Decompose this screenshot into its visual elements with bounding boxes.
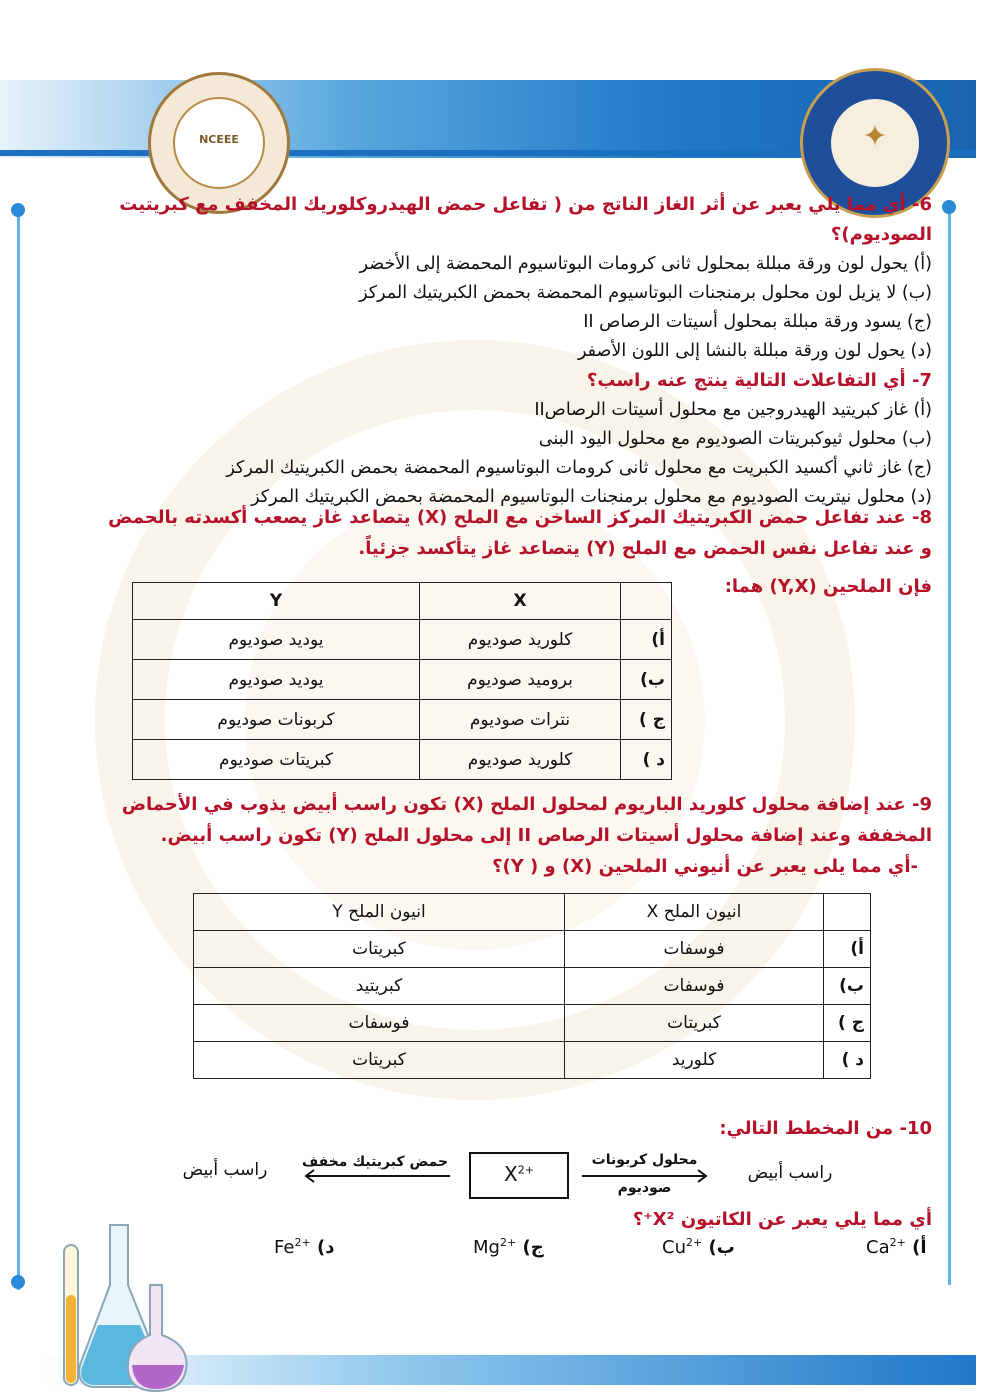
table-row: [194, 1042, 871, 1079]
q10-answer-b-label: (ب: [708, 1237, 735, 1258]
q8-row-a-x: كلوريد صوديوم: [420, 620, 621, 660]
left-dot-top: [11, 203, 25, 217]
q10-answer-a-charge: 2+: [889, 1236, 906, 1249]
q9-header-x: انيون الملح X: [565, 894, 824, 931]
q9-row-c-x: كبريتات: [565, 1005, 824, 1042]
q8-row-b-x: بروميد صوديوم: [420, 660, 621, 700]
eagle-icon: ✦: [862, 119, 888, 154]
q10-answer-d-ion: Fe: [274, 1237, 295, 1258]
table-row: [194, 1005, 871, 1042]
q7-option-b: (ب) محلول ثيوكبريتات الصوديوم مع محلول اليود البنى: [538, 429, 932, 449]
ministry-seal-inner: [831, 99, 919, 187]
q9-table: [193, 893, 871, 1079]
left-arrow-head-icon: [306, 1170, 314, 1182]
q10-answer-c-ion: Mg: [473, 1237, 500, 1258]
test-tube-liquid: [66, 1295, 76, 1383]
q10-answer-b: [662, 1236, 735, 1258]
q10-answer-d-label: (د: [316, 1237, 335, 1258]
q6-option-a: (أ) يحول لون ورقة مبللة بمحلول ثانى كرومات البوتاسيوم المحمضة إلى الأخضر: [359, 254, 932, 274]
q7-question: 7- أي التفاعلات التالية ينتج عنه راسب؟: [586, 370, 932, 391]
right-arrow-bottom-label: صوديوم: [617, 1180, 672, 1196]
table-row: [133, 620, 672, 660]
q9-header-y: انيون الملح Y: [194, 894, 565, 931]
q10-answer-c: [473, 1236, 544, 1258]
q8-table: [132, 582, 672, 780]
q6-question: 6- أي مما يلي يعبر عن أثر الغاز الناتج من ( تفاعل حمض الهيدروكلوريك المخفف مع كبريتيت الصوديوم)؟: [119, 194, 932, 245]
q6-option-c: (ج) يسود ورقة مبللة بمحلول أسيتات الرصاص II: [583, 312, 932, 332]
q8-row-c-label: ج ): [621, 700, 672, 740]
questions-block: [40, 190, 932, 512]
q9-row-a-y: كبريتات: [194, 931, 565, 968]
q8-table-header: [133, 583, 672, 620]
q10-answer-d-charge: 2+: [294, 1236, 311, 1249]
q8-row-b-label: ب): [621, 660, 672, 700]
q9-row-d-x: كلوريد: [565, 1042, 824, 1079]
cation-symbol: X: [504, 1162, 518, 1186]
q9-header-label: [824, 894, 871, 931]
center-box-label: [470, 1162, 568, 1186]
left-dot-bottom: [11, 1275, 25, 1289]
q10-answer-a-ion: Ca: [866, 1237, 890, 1258]
q7-option-c: (ج) غاز ثاني أكسيد الكبريت مع محلول ثانى كرومات البوتاسيوم المحمضة بحمض الكبريتيك المركز: [226, 458, 932, 478]
right-arrow-top-label: محلول كربونات: [591, 1152, 698, 1168]
table-row: [133, 740, 672, 780]
q7-option-d: (د) محلول نيتريت الصوديوم مع محلول برمنجنات البوتاسيوم المحمضة بحمض الكبريتيك المركز: [251, 487, 932, 507]
lab-flasks-icon: [50, 1215, 200, 1395]
q9-row-a-label: أ): [824, 931, 871, 968]
q8-row-d-x: كلوريد صوديوم: [420, 740, 621, 780]
q8-line2: و عند تفاعل نفس الحمض مع الملح (Y) يتصاعد غاز يتأكسد جزئياً.: [358, 538, 932, 559]
right-border-line: [948, 205, 951, 1285]
q8-header-x: X: [420, 583, 621, 620]
q9-table-header: [194, 894, 871, 931]
q8-row-c-y: كربونات صوديوم: [133, 700, 420, 740]
nceee-logo-text: NCEEE: [199, 133, 239, 146]
q8-row-b-y: يوديد صوديوم: [133, 660, 420, 700]
q10-answer-c-label: (ج: [522, 1237, 544, 1258]
q7-option-a: (أ) غاز كبريتيد الهيدروجين مع محلول أسيتات الرصاصII: [534, 400, 932, 420]
q10-answer-a-label: (أ: [912, 1237, 927, 1258]
q9-row-a-x: فوسفات: [565, 931, 824, 968]
table-row: [133, 700, 672, 740]
right-product: راسب أبيض: [747, 1163, 833, 1183]
q8-line1: 8- عند تفاعل حمض الكبريتيك المركز الساخن مع الملح (X) يتصاعد غاز يصعب أكسدته بالحمض: [108, 507, 932, 528]
q8-row-a-y: يوديد صوديوم: [133, 620, 420, 660]
left-border-line: [17, 210, 20, 1290]
q10-answer-a: [866, 1236, 927, 1258]
cation-charge: 2+: [517, 1163, 534, 1177]
q8-header-label: [621, 583, 672, 620]
q9-row-c-y: فوسفات: [194, 1005, 565, 1042]
table-row: [194, 931, 871, 968]
q9-row-b-label: ب): [824, 968, 871, 1005]
q10-answer-c-charge: 2+: [499, 1236, 517, 1249]
q9-row-c-label: ج ): [824, 1005, 871, 1042]
q9-line2: المخففة وعند إضافة محلول أسيتات الرصاص II إلى محلول الملح (Y) تكون راسب أبيض.: [160, 825, 932, 846]
q6-option-b: (ب) لا يزيل لون محلول برمنجنات البوتاسيوم المحمضة بحمض الكبريتيك المركز: [359, 283, 932, 303]
q8-row-a-label: أ): [621, 620, 672, 660]
q10-answer-b-ion: Cu: [662, 1237, 686, 1258]
q8-prompt: فإن الملحين (Y,X) هما:: [724, 576, 932, 597]
left-product: راسب أبيض: [182, 1160, 268, 1180]
q8-row-d-label: د ): [621, 740, 672, 780]
q10-answer-b-charge: 2+: [685, 1236, 703, 1249]
q10-question: 10- من المخطط التالي:: [719, 1118, 932, 1139]
q10-answer-d: [274, 1236, 334, 1258]
q6-option-d: (د) يحول لون ورقة مبللة بالنشا إلى اللون الأصفر: [578, 341, 932, 361]
q8-header-y: Y: [133, 583, 420, 620]
q9-line1: 9- عند إضافة محلول كلوريد الباريوم لمحلول الملح (X) تكون راسب أبيض يذوب في الأحماض: [121, 794, 932, 815]
q9-row-b-y: كبريتيد: [194, 968, 565, 1005]
right-dot-top: [942, 200, 956, 214]
table-row: [133, 660, 672, 700]
q9-row-b-x: فوسفات: [565, 968, 824, 1005]
q9-prompt: -أي مما يلى يعبر عن أنيوني الملحين (X) و ( Y)؟: [492, 856, 918, 877]
q8-row-c-x: نترات صوديوم: [420, 700, 621, 740]
q10-prompt: أي مما يلي يعبر عن الكاتيون X²⁺؟: [632, 1209, 932, 1230]
q9-row-d-y: كبريتات: [194, 1042, 565, 1079]
q8-row-d-y: كبريتات صوديوم: [133, 740, 420, 780]
table-row: [194, 968, 871, 1005]
left-arrow-top-label: حمض كبريتيك مخفف: [301, 1154, 449, 1170]
q9-row-d-label: د ): [824, 1042, 871, 1079]
